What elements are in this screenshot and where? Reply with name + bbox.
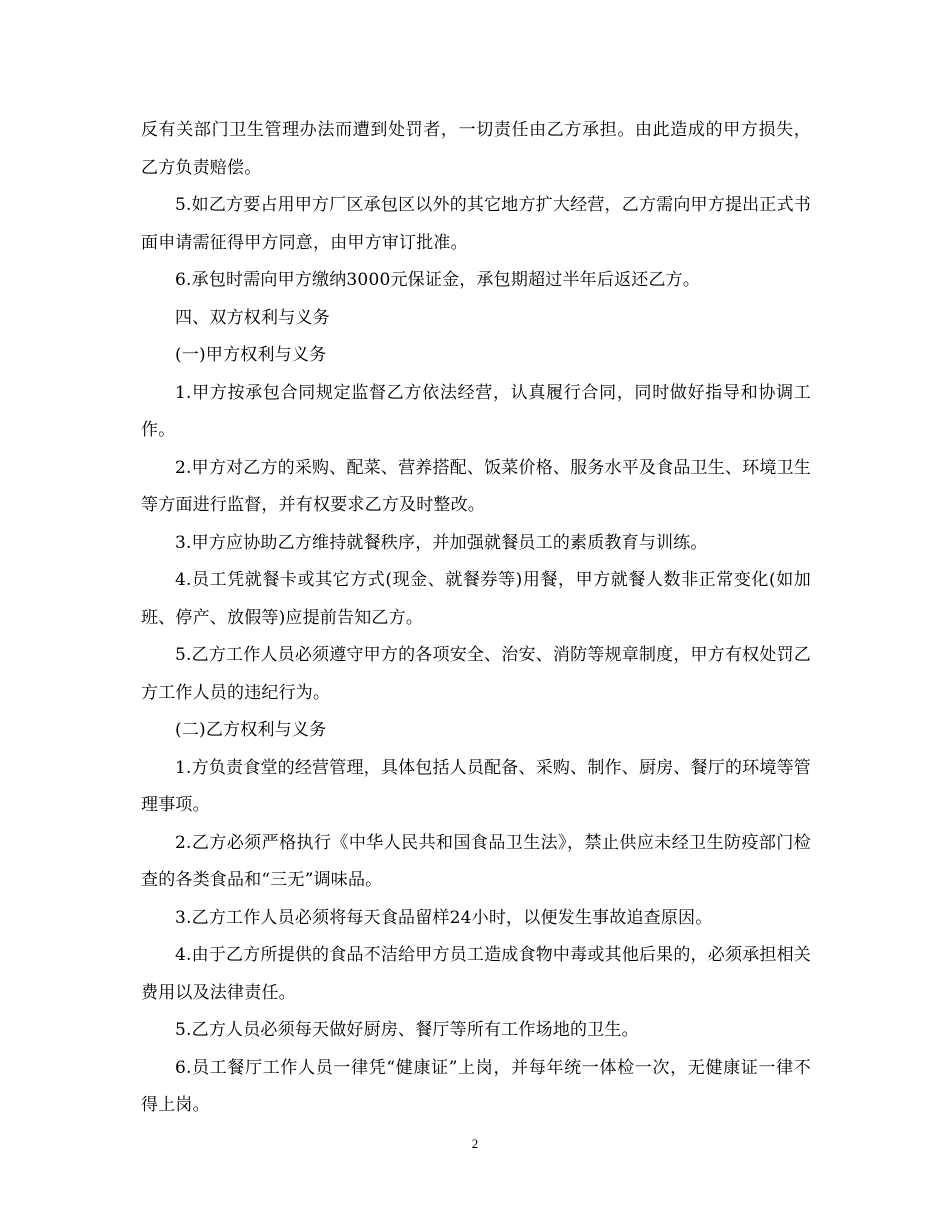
paragraph: 1.方负责食堂的经营管理，具体包括人员配备、采购、制作、厨房、餐厅的环境等管理事项。 <box>141 757 811 815</box>
paragraph: 5.乙方工作人员必须遵守甲方的各项安全、治安、消防等规章制度，甲方有权处罚乙方工作人员的违纪行为。 <box>141 645 811 703</box>
paragraph: 2.乙方必须严格执行《中华人民共和国食品卫生法》，禁止供应未经卫生防疫部门检查的各类食品和“三无”调味品。 <box>141 832 811 890</box>
paragraph: 3.乙方工作人员必须将每天食品留样24小时，以便发生事故追查原因。 <box>175 907 713 928</box>
paragraph: 5.如乙方要占用甲方厂区承包区以外的其它地方扩大经营，乙方需向甲方提出正式书面申请需征得甲方同意，由甲方审订批准。 <box>141 195 811 253</box>
paragraph: 2.甲方对乙方的采购、配菜、营养搭配、饭菜价格、服务水平及食品卫生、环境卫生等方面进行监督，并有权要求乙方及时整改。 <box>141 457 811 515</box>
section-heading: 四、双方权利与义务 <box>175 307 330 328</box>
paragraph: 4.员工凭就餐卡或其它方式(现金、就餐券等)用餐，甲方就餐人数非正常变化(如加班、停产、放假等)应提前告知乙方。 <box>141 570 811 628</box>
subsection-heading: (一)甲方权利与义务 <box>175 345 327 365</box>
paragraph: 3.甲方应协助乙方维持就餐秩序，并加强就餐员工的素质教育与训练。 <box>175 532 708 553</box>
paragraph: 1.甲方按承包合同规定监督乙方依法经营，认真履行合同，同时做好指导和协调工作。 <box>141 382 811 440</box>
paragraph: 4.由于乙方所提供的食品不洁给甲方员工造成食物中毒或其他后果的，必须承担相关费用以及法律责任。 <box>141 945 811 1003</box>
document-body <box>141 112 811 1125</box>
paragraph: 反有关部门卫生管理办法而遭到处罚者，一切责任由乙方承担。由此造成的甲方损失，乙方负责赔偿。 <box>141 120 811 178</box>
paragraph: 6.承包时需向甲方缴纳3000元保证金，承包期超过半年后返还乙方。 <box>175 270 701 290</box>
paragraph: 5.乙方人员必须每天做好厨房、餐厅等所有工作场地的卫生。 <box>175 1020 639 1040</box>
page-number: 2 <box>471 1136 479 1151</box>
paragraph: 6.员工餐厅工作人员一律凭“健康证”上岗，并每年统一体检一次，无健康证一律不得上岗。 <box>141 1057 811 1115</box>
subsection-heading: (二)乙方权利与义务 <box>175 720 327 740</box>
